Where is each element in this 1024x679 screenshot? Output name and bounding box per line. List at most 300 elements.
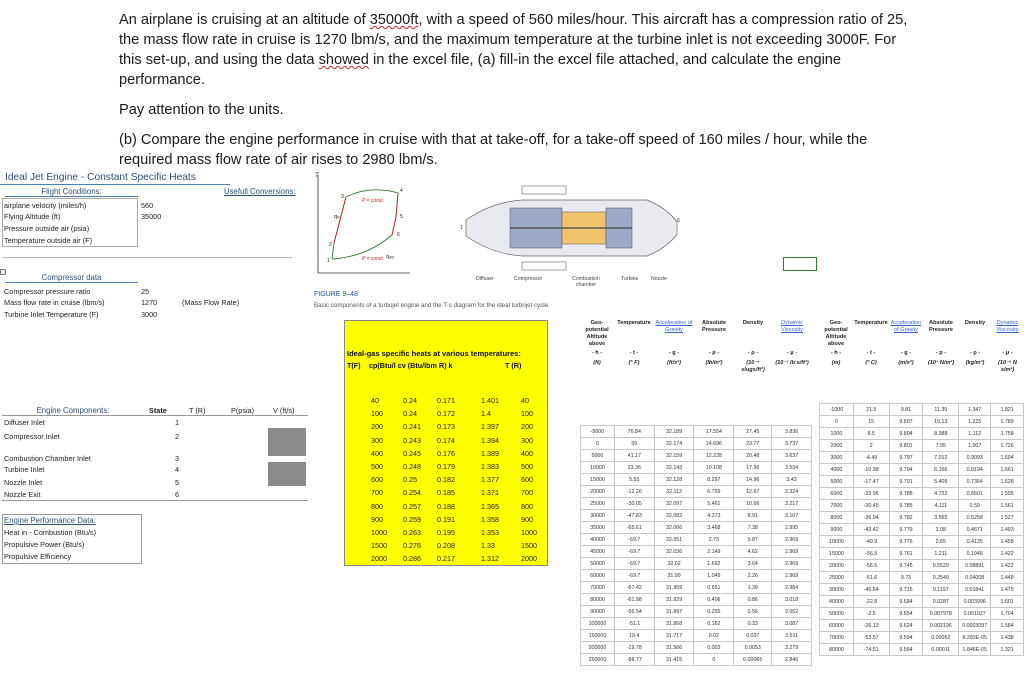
atm_imperial-cell[interactable]: 32.174 [654,438,694,450]
atm_si-cell[interactable]: 9.791 [889,476,923,488]
atm_imperial-cell[interactable]: -47.83 [614,510,654,522]
specific-heats-cell[interactable]: 1.394 [481,435,499,445]
atm_imperial-cell[interactable]: 3.217 [772,498,812,510]
atm_imperial-cell[interactable]: 0.02 [694,630,734,642]
specific-heats-cell[interactable]: 600 [371,475,383,485]
specific-heats-cell[interactable]: 0.176 [437,448,455,458]
atm_si-cell[interactable]: 1.846E-05 [959,644,991,656]
atm_si-cell[interactable]: 0.6601 [959,488,991,500]
atm_si-col-header[interactable]: Acceleration of Gravity [890,320,922,333]
atm_imperial-cell[interactable]: 3.836 [772,426,812,438]
atm_imperial-cell[interactable]: 0.406 [694,594,734,606]
specific-heats-cell[interactable]: 700 [521,488,533,498]
atm_si-cell[interactable]: 1.321 [991,644,1024,656]
specific-heats-cell[interactable]: 1.33 [481,541,495,551]
specific-heats-cell[interactable]: 1500 [521,541,537,551]
atm_imperial-cell[interactable]: 80000 [581,594,615,606]
atm_si-cell[interactable]: 0.9093 [959,452,991,464]
atm_imperial-cell[interactable]: 3.087 [772,618,812,630]
atm_si-cell[interactable]: 1.438 [991,632,1024,644]
atm_si-cell[interactable]: 1.726 [991,440,1024,452]
atm_si-cell[interactable]: 9.654 [889,608,923,620]
atm_imperial-cell[interactable]: 50000 [581,558,615,570]
atm_si-cell[interactable]: 1.758 [991,428,1024,440]
specific-heats-cell[interactable]: 1.358 [481,514,499,524]
atm_si-cell[interactable]: 1.422 [991,548,1024,560]
atm_si-cell[interactable]: 1.458 [991,536,1024,548]
atm_si-cell[interactable]: 4000 [820,464,854,476]
atm_imperial-cell[interactable]: 100000 [581,618,615,630]
atm_imperial-cell[interactable]: -19.78 [614,642,654,654]
atm_si-cell[interactable]: -46.64 [853,584,889,596]
specific-heats-cell[interactable]: 0.185 [437,488,455,498]
atm_si-cell[interactable]: 3.565 [923,512,959,524]
atm_si-cell[interactable]: 0.2549 [923,572,959,584]
atm_si-cell[interactable]: 1.007 [959,440,991,452]
atm_imperial-cell[interactable]: 10.108 [694,462,734,474]
atm_si-cell[interactable]: 50000 [820,608,854,620]
specific-heats-cell[interactable]: 0.179 [437,462,455,471]
atm_si-cell[interactable]: 10000 [820,536,854,548]
atm_si-cell[interactable]: 2 [853,440,889,452]
atm_si-cell[interactable]: 3000 [820,452,854,464]
atm_si-cell[interactable]: 8.5 [853,428,889,440]
specific-heats-cell[interactable]: 1.371 [481,488,499,498]
atm_imperial-cell[interactable]: 35000 [581,522,615,534]
specific-heats-cell[interactable]: 1.383 [481,462,499,471]
atm_imperial-cell[interactable]: -69.7 [614,558,654,570]
atm_si-cell[interactable]: 9.745 [889,560,923,572]
atm_si-cell[interactable]: 9.564 [889,644,923,656]
atm_imperial-cell[interactable]: 31.897 [654,606,694,618]
atm_si-cell[interactable]: 0 [820,416,854,428]
atm_imperial-cell[interactable]: 4.62 [734,546,772,558]
atm_si-cell[interactable]: 9.801 [889,440,923,452]
specific-heats-cell[interactable]: 0.182 [437,475,455,485]
atm_imperial-cell[interactable]: 31.99 [654,570,694,582]
atm_si-cell[interactable]: 0.5258 [959,512,991,524]
atm_imperial-cell[interactable]: 25000 [581,498,615,510]
atm_imperial-cell[interactable]: 0 [581,438,615,450]
atm_imperial-cell[interactable]: -30.05 [614,498,654,510]
atm_imperial-cell[interactable]: 8.91 [734,510,772,522]
atm_imperial-cell[interactable]: 31.929 [654,594,694,606]
atm_si-cell[interactable]: 5000 [820,476,854,488]
atm_si-cell[interactable]: 9.807 [889,416,923,428]
atm_si-cell[interactable]: 0.04008 [959,572,991,584]
atm_si-cell[interactable]: 0.001027 [959,608,991,620]
atm_imperial-cell[interactable]: 32.112 [654,486,694,498]
atm_si-cell[interactable]: 70000 [820,632,854,644]
specific-heats-cell[interactable]: 600 [521,475,533,485]
atm_si-cell[interactable]: 9.715 [889,584,923,596]
atm_imperial-cell[interactable]: 20000 [581,486,615,498]
atm_imperial-cell[interactable]: 31.415 [654,654,694,666]
atm_si-cell[interactable]: -49.9 [853,536,889,548]
atm_imperial-cell[interactable]: 40000 [581,534,615,546]
atm_imperial-cell[interactable]: 12.67 [734,486,772,498]
atm_imperial-cell[interactable]: 0.003 [694,642,734,654]
atm_imperial-cell[interactable]: 32.097 [654,498,694,510]
atm_imperial-cell[interactable]: 0.162 [694,618,734,630]
atm_imperial-cell[interactable]: 0 [694,654,734,666]
atm_imperial-cell[interactable]: 0.0053 [734,642,772,654]
atm_imperial-cell[interactable]: 76.84 [614,426,654,438]
atm_si-cell[interactable]: 40000 [820,596,854,608]
atm_imperial-cell[interactable]: 27.45 [734,426,772,438]
atm_imperial-cell[interactable]: 10000 [581,462,615,474]
atm_imperial-cell[interactable]: 31.717 [654,630,694,642]
atm_si-cell[interactable]: 1.661 [991,464,1024,476]
atm_si-cell[interactable]: 25000 [820,572,854,584]
atm_si-cell[interactable]: 11.39 [923,404,959,416]
atm_si-cell[interactable]: 0.00011 [923,644,959,656]
atm_si-cell[interactable]: 60000 [820,620,854,632]
atm_si-cell[interactable]: -74.51 [853,644,889,656]
atm_imperial-cell[interactable]: -65.61 [614,522,654,534]
specific-heats-cell[interactable]: 100 [521,409,533,419]
specific-heats-cell[interactable]: 0.248 [403,462,421,471]
atm_imperial-cell[interactable]: 200000 [581,642,615,654]
atm_si-cell[interactable]: 0.8194 [959,464,991,476]
atm_si-cell[interactable]: -4.49 [853,452,889,464]
specific-heats-cell[interactable]: 1.397 [481,422,499,432]
atm_si-cell[interactable]: 1.789 [991,416,1024,428]
specific-heats-cell[interactable]: 40 [371,396,379,405]
atm_imperial-cell[interactable]: 23.36 [614,462,654,474]
specific-heats-cell[interactable]: 0.276 [403,541,421,551]
atm_si-cell[interactable]: 30000 [820,584,854,596]
atm_imperial-cell[interactable]: 0.33 [734,618,772,630]
atm_si-cell[interactable]: 9000 [820,524,854,536]
atm_si-cell[interactable]: -56.5 [853,548,889,560]
atm_si-cell[interactable]: -51.6 [853,572,889,584]
atm_si-cell[interactable]: 0.00052 [923,632,959,644]
atm_imperial-cell[interactable]: 59 [614,438,654,450]
atm_si-cell[interactable]: 1.595 [991,488,1024,500]
atm_si-cell[interactable]: 1.704 [991,608,1024,620]
atm_imperial-cell[interactable]: 1.692 [694,558,734,570]
specific-heats-cell[interactable]: 1.377 [481,475,499,485]
atm_imperial-cell[interactable]: 5000 [581,450,615,462]
atm_si-cell[interactable]: 0.01841 [959,584,991,596]
atm_si-cell[interactable]: 0.0287 [923,596,959,608]
atm_imperial-cell[interactable]: 32.051 [654,534,694,546]
atm_si-cell[interactable]: 1.821 [991,404,1024,416]
specific-heats-cell[interactable]: 0.243 [403,435,421,445]
atm_imperial-cell[interactable]: 2.26 [734,570,772,582]
atm_si-cell[interactable]: 0.59 [959,500,991,512]
atm_imperial-cell[interactable]: 31.566 [654,642,694,654]
specific-heats-cell[interactable]: 0.171 [437,396,455,405]
specific-heats-cell[interactable]: 100 [371,409,383,419]
atm_si-cell[interactable]: 9.594 [889,632,923,644]
atm_imperial-cell[interactable]: 3.052 [772,606,812,618]
atm_si-cell[interactable]: 0.08891 [959,560,991,572]
atm_imperial-cell[interactable]: -69.7 [614,570,654,582]
atm_si-cell[interactable]: 1.527 [991,512,1024,524]
atm_imperial-cell[interactable]: 14.696 [694,438,734,450]
atm_si-cell[interactable]: 9.782 [889,512,923,524]
specific-heats-cell[interactable]: 800 [371,501,383,511]
atm_imperial-cell[interactable]: -67.42 [614,582,654,594]
atm_si-cell[interactable]: 1.448 [991,572,1024,584]
atm_si-cell[interactable]: 1.112 [959,428,991,440]
atm_si-cell[interactable]: 1.475 [991,584,1024,596]
atm_imperial-col-header[interactable]: Dynamic Viscosity [781,320,803,333]
atm_imperial-cell[interactable]: 250000 [581,654,615,666]
specific-heats-cell[interactable]: 0.191 [437,514,455,524]
atm_imperial-cell[interactable]: 5.87 [734,534,772,546]
atm_imperial-cell[interactable]: 4.373 [694,510,734,522]
compressor-row-value[interactable]: 25 [141,287,150,296]
specific-heats-cell[interactable]: 0.24 [403,409,417,419]
atm_imperial-cell[interactable]: 32.082 [654,510,694,522]
atm_si-cell[interactable]: 1.211 [923,548,959,560]
specific-heats-cell[interactable]: 0.195 [437,528,455,537]
atm_si-cell[interactable]: 0.5529 [923,560,959,572]
specific-heats-cell[interactable]: 900 [371,514,383,524]
specific-heats-cell[interactable]: 500 [521,462,533,471]
atm_si-cell[interactable]: 0.1948 [959,548,991,560]
atm_imperial-cell[interactable]: 32.036 [654,546,694,558]
atm_imperial-cell[interactable]: 2.846 [772,654,812,666]
specific-heats-cell[interactable]: 200 [371,422,383,432]
atm_si-cell[interactable]: 9.794 [889,464,923,476]
atm_imperial-cell[interactable]: -56.54 [614,606,654,618]
atm_imperial-cell[interactable]: 3.468 [694,522,734,534]
atm_imperial-cell[interactable]: 2.969 [772,546,812,558]
atm_imperial-cell[interactable]: 60000 [581,570,615,582]
specific-heats-cell[interactable]: 0.24 [403,396,417,405]
atm_si-cell[interactable]: 6000 [820,488,854,500]
atm_si-cell[interactable]: -36.94 [853,512,889,524]
specific-heats-cell[interactable]: 0.172 [437,409,455,419]
atm_si-cell[interactable]: 1.694 [991,452,1024,464]
atm_si-cell[interactable]: 1.584 [991,620,1024,632]
atm_imperial-cell[interactable]: -5000 [581,426,615,438]
specific-heats-cell[interactable]: 900 [521,514,533,524]
specific-heats-cell[interactable]: 1.4 [481,409,491,419]
atm_imperial-cell[interactable]: 20.48 [734,450,772,462]
specific-heats-cell[interactable]: 1500 [371,541,387,551]
specific-heats-cell[interactable]: 2000 [371,554,387,564]
compressor-row-value[interactable]: 1270 [141,298,158,307]
specific-heats-cell[interactable]: 0.286 [403,554,421,564]
atm_si-cell[interactable]: 4.111 [923,500,959,512]
atm_imperial-cell[interactable]: 32.159 [654,450,694,462]
atm_si-cell[interactable]: 15 [853,416,889,428]
atm_imperial-cell[interactable]: 8.297 [694,474,734,486]
atm_si-cell[interactable]: 2000 [820,440,854,452]
atm_si-cell[interactable]: 0.003996 [959,596,991,608]
atm_imperial-cell[interactable]: 32.128 [654,474,694,486]
atm_imperial-cell[interactable]: 14.96 [734,474,772,486]
atm_imperial-cell[interactable]: 19.4 [614,630,654,642]
atm_si-col-header[interactable]: Dynamic Viscosity [996,320,1019,333]
atm_imperial-cell[interactable]: 3.637 [772,450,812,462]
atm_imperial-cell[interactable]: 32.189 [654,426,694,438]
atm_imperial-cell[interactable]: 70000 [581,582,615,594]
atm_si-cell[interactable]: 9.81 [889,404,923,416]
atm_si-cell[interactable]: 0.4671 [959,524,991,536]
atm_imperial-cell[interactable]: -51.1 [614,618,654,630]
atm_si-cell[interactable]: 8.988 [923,428,959,440]
atm_si-cell[interactable]: 7000 [820,500,854,512]
atm_imperial-cell[interactable]: 31.959 [654,582,694,594]
atm_imperial-cell[interactable]: 0.86 [734,594,772,606]
atm_si-cell[interactable]: 1.601 [991,596,1024,608]
atm_si-cell[interactable]: 0.7364 [959,476,991,488]
specific-heats-cell[interactable]: 0.217 [437,554,455,564]
specific-heats-cell[interactable]: 1.353 [481,528,499,537]
atm_si-cell[interactable]: 1.422 [991,560,1024,572]
atm_si-cell[interactable]: 9.788 [889,488,923,500]
atm_si-cell[interactable]: 0.007978 [923,608,959,620]
specific-heats-cell[interactable]: 0.257 [403,501,421,511]
atm_imperial-cell[interactable]: -88.77 [614,654,654,666]
atm_si-cell[interactable]: -2.5 [853,608,889,620]
atm_imperial-cell[interactable]: 2.969 [772,534,812,546]
atm_imperial-cell[interactable]: 15000 [581,474,615,486]
atm_si-cell[interactable]: 9.761 [889,548,923,560]
atm_si-cell[interactable]: 1.561 [991,500,1024,512]
atm_imperial-cell[interactable]: 0.651 [694,582,734,594]
atm_imperial-cell[interactable]: 1.049 [694,570,734,582]
atm_imperial-cell[interactable]: 3.511 [772,630,812,642]
atm_imperial-cell[interactable]: 2.969 [772,570,812,582]
atm_imperial-cell[interactable]: 32.02 [654,558,694,570]
atm_imperial-cell[interactable]: 3.107 [772,510,812,522]
specific-heats-cell[interactable]: 1000 [371,528,387,537]
specific-heats-cell[interactable]: 0.208 [437,541,455,551]
atm_imperial-cell[interactable]: 17.554 [694,426,734,438]
atm_imperial-cell[interactable]: -61.98 [614,594,654,606]
atm_imperial-cell[interactable]: 3.64 [734,558,772,570]
atm_si-cell[interactable]: -10.98 [853,464,889,476]
atm_si-cell[interactable]: 0.002196 [923,620,959,632]
atm_imperial-cell[interactable]: 1.39 [734,582,772,594]
atm_imperial-cell[interactable]: -69.7 [614,534,654,546]
compressor-row-value[interactable]: 3000 [141,310,158,319]
atm_si-cell[interactable]: 2.65 [923,536,959,548]
atm_si-cell[interactable]: 20000 [820,560,854,572]
atm_si-cell[interactable]: 1.628 [991,476,1024,488]
atm_si-cell[interactable]: 7.012 [923,452,959,464]
atm_si-cell[interactable]: 8.283E-05 [959,632,991,644]
specific-heats-cell[interactable]: 0.173 [437,422,455,432]
atm_imperial-cell[interactable]: 23.77 [734,438,772,450]
flight-row-value[interactable]: 560 [141,201,154,210]
atm_si-cell[interactable]: 7.95 [923,440,959,452]
atm_si-cell[interactable]: -17.47 [853,476,889,488]
specific-heats-cell[interactable]: 0.174 [437,435,455,445]
atm_imperial-cell[interactable]: 45000 [581,546,615,558]
atm_si-cell[interactable]: -1000 [820,404,854,416]
atm_si-cell[interactable]: -26.13 [853,620,889,632]
atm_imperial-cell[interactable]: 3.43 [772,474,812,486]
atm_imperial-cell[interactable]: 2.73 [694,534,734,546]
specific-heats-cell[interactable]: 0.25 [403,475,417,485]
specific-heats-cell[interactable]: 1.389 [481,448,499,458]
atm_imperial-cell[interactable]: 30000 [581,510,615,522]
atm_imperial-cell[interactable]: 6.759 [694,486,734,498]
specific-heats-cell[interactable]: 0.259 [403,514,421,524]
specific-heats-cell[interactable]: 0.263 [403,528,421,537]
atm_si-cell[interactable]: 80000 [820,644,854,656]
specific-heats-cell[interactable]: 300 [521,435,533,445]
specific-heats-cell[interactable]: 2000 [521,554,537,564]
atm_imperial-cell[interactable]: 3.279 [772,642,812,654]
atm_si-cell[interactable]: 3.08 [923,524,959,536]
atm_imperial-cell[interactable]: 5.55 [614,474,654,486]
atm_si-cell[interactable]: 9.776 [889,536,923,548]
atm_si-cell[interactable]: 1000 [820,428,854,440]
atm_si-cell[interactable]: 0.0003097 [959,620,991,632]
atm_imperial-cell[interactable]: 41.17 [614,450,654,462]
specific-heats-cell[interactable]: 500 [371,462,383,471]
selected-cell[interactable] [783,257,817,271]
atm_imperial-cell[interactable]: 3.324 [772,486,812,498]
atm_si-cell[interactable]: -56.5 [853,560,889,572]
atm_si-cell[interactable]: 21.5 [853,404,889,416]
atm_imperial-cell[interactable]: 32.143 [654,462,694,474]
atm_imperial-cell[interactable]: -69.7 [614,546,654,558]
atm_si-cell[interactable]: -43.42 [853,524,889,536]
atm_imperial-cell[interactable]: 2.984 [772,582,812,594]
atm_imperial-cell[interactable]: 0.255 [694,606,734,618]
flight-row-value[interactable]: 35000 [141,212,162,221]
atm_imperial-cell[interactable]: 90000 [581,606,615,618]
atm_si-cell[interactable]: 1.347 [959,404,991,416]
specific-heats-cell[interactable]: 0.188 [437,501,455,511]
specific-heats-cell[interactable]: 400 [371,448,383,458]
atm_si-cell[interactable]: 10.13 [923,416,959,428]
atm_imperial-cell[interactable]: 32.066 [654,522,694,534]
atm_si-cell[interactable]: 9.797 [889,452,923,464]
atm_imperial-cell[interactable]: 2.995 [772,522,812,534]
atm_imperial-cell[interactable]: 150000 [581,630,615,642]
specific-heats-cell[interactable]: 700 [371,488,383,498]
atm_imperial-cell[interactable]: 0.037 [734,630,772,642]
specific-heats-cell[interactable]: 400 [521,448,533,458]
specific-heats-cell[interactable]: 1.401 [481,396,499,405]
atm_imperial-cell[interactable]: 3.018 [772,594,812,606]
atm_si-cell[interactable]: -30.45 [853,500,889,512]
atm_imperial-cell[interactable]: 2.969 [772,558,812,570]
atm_imperial-cell[interactable]: 7.38 [734,522,772,534]
atm_si-cell[interactable]: 5.405 [923,476,959,488]
atm_imperial-cell[interactable]: 31.868 [654,618,694,630]
atm_si-cell[interactable]: 1.493 [991,524,1024,536]
specific-heats-cell[interactable]: 40 [521,396,529,405]
specific-heats-cell[interactable]: 0.245 [403,448,421,458]
atm_si-cell[interactable]: 15000 [820,548,854,560]
atm_si-cell[interactable]: -23.96 [853,488,889,500]
atm_imperial-cell[interactable]: 0.56 [734,606,772,618]
atm_imperial-cell[interactable]: 12.228 [694,450,734,462]
atm_si-cell[interactable]: 1.225 [959,416,991,428]
atm_imperial-cell[interactable]: -12.26 [614,486,654,498]
atm_si-cell[interactable]: 4.722 [923,488,959,500]
atm_si-cell[interactable]: 0.1197 [923,584,959,596]
atm_si-cell[interactable]: 9.624 [889,620,923,632]
atm_si-cell[interactable]: 6.166 [923,464,959,476]
atm_si-cell[interactable]: 9.73 [889,572,923,584]
atm_imperial-cell[interactable]: 17.56 [734,462,772,474]
atm_imperial-cell[interactable]: 5.461 [694,498,734,510]
atm_si-cell[interactable]: 8000 [820,512,854,524]
